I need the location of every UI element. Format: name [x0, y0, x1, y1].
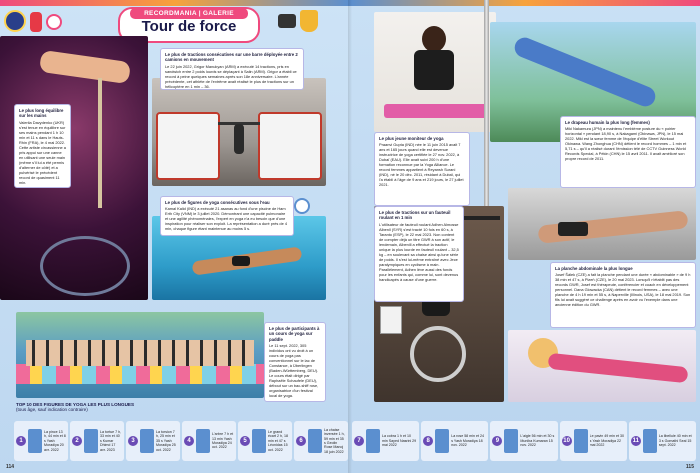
item-number: 7 — [354, 436, 364, 446]
caption-plank — [550, 262, 696, 328]
pose-icon — [574, 429, 588, 453]
plank-woman — [548, 353, 689, 384]
strip-title-text: TOP 10 DES FIGURES DE YOGA LES PLUS LONGUES — [16, 402, 135, 407]
item-number: 1 — [16, 436, 26, 446]
clock-icon — [294, 198, 310, 214]
truck-right — [258, 112, 322, 180]
item-text: Le grand écart 2 h, 18 min et 47 s Léonidas 15 oct. 2022 — [268, 429, 288, 452]
yoga-strip-left — [14, 421, 348, 461]
caption-paddle-yoga — [264, 322, 326, 402]
section-label: RECORDMANIA | GALERIE — [130, 8, 248, 19]
photo-young-yoga — [374, 12, 496, 132]
item-text: La libellule 40 min et 3 s Gomathi Seal 15 sept. 2022 — [658, 434, 692, 448]
pose-icon — [140, 429, 154, 453]
camera-icon — [278, 14, 296, 28]
caption-title: Le plus de figures de yoga consécutives sous l'eau — [165, 200, 270, 205]
girl-body — [414, 50, 454, 90]
item-number: 8 — [423, 436, 433, 446]
caption-body: Le 11 sept. 2022, 305 individus ont vu droit à un cours de yoga pas conventionnel sur le lac de Constance, à Überlingen (Baden-Württemberg, DEU). Le cours était dirigé par Raphaële Schaufele (DEU), débout sur un bac-shiff rose, organisatrice d'un festival local de yoga. — [269, 342, 319, 398]
caption-trucks — [160, 48, 304, 90]
item-number: 3 — [128, 436, 138, 446]
strip-title — [16, 402, 256, 412]
item-number: 6 — [296, 436, 306, 446]
pedestal — [40, 236, 130, 296]
bottle-icon — [30, 12, 42, 32]
acrobat-figure — [39, 50, 131, 84]
caption-title: Le plus jeune moniteur de yoga — [379, 136, 444, 141]
right-page — [350, 0, 700, 473]
list-item — [182, 421, 236, 461]
top-ribbon-left — [0, 0, 350, 6]
gwr-medal-icon — [4, 10, 26, 32]
item-text: La torsion 7 h, 25 min et 35 s Yash Moradiya 25 oct. 2022 — [156, 429, 176, 452]
athlete — [234, 124, 244, 154]
item-text: L'aigle 56 min et 30 s Muniba Kumaran 15 nov. 2022 — [520, 434, 555, 448]
list-item — [14, 421, 68, 461]
item-number: 11 — [632, 438, 639, 444]
trophy-icon — [300, 10, 318, 32]
pose-icon — [28, 429, 42, 453]
list-item — [238, 421, 292, 461]
photo-paddle-yoga — [16, 312, 264, 398]
caption-title: Le plus long équilibre sur les mains — [19, 108, 64, 119]
item-number: 10 — [563, 438, 570, 444]
list-item — [126, 421, 180, 461]
caption-underwater-yoga — [160, 196, 294, 236]
swim-trunks — [232, 256, 250, 266]
photo-plank-man — [508, 188, 696, 260]
item-number: 9 — [492, 436, 502, 446]
page-title: Tour de force — [141, 18, 237, 35]
caption-body: Le 22 juin 2022, Grigor Manukyan (ARM) a exécuté 14 tractions, pris en sandwich entre 2 poids lourds se déplaçant à Salin (ARM). Grigor a établi ce record à peine quelques semaines après son 18e anniversaire. L'année précédente, cet athlète de l'extrême avait réalisé le plus de tractions sur un hélicoptère en 1 min – 36. — [165, 63, 297, 89]
item-number: 5 — [240, 436, 250, 446]
list-item — [421, 421, 488, 461]
item-text: La rose 58 min et 24 s Yash Moradiya 18 nov. 2022 — [451, 434, 484, 448]
list-item — [294, 421, 348, 461]
truck-left — [156, 112, 220, 180]
list-item — [352, 421, 419, 461]
page-gutter — [348, 0, 352, 473]
pose-icon — [308, 429, 322, 453]
item-text: La cobra 1 h et 10 min Sayed Nasrini 29 mai 2022 — [382, 434, 417, 448]
pose-icon — [504, 429, 518, 453]
caption-human-flag — [560, 116, 696, 188]
wheelchair — [410, 326, 466, 382]
item-text: La chaise inversée 1 h, 59 min et 35 s Geolin Rose Manoj 18 juin 2022 — [324, 427, 345, 454]
caption-title: La planche abdominale la plus longue — [555, 266, 633, 271]
photo-plank-woman — [508, 330, 696, 402]
top-ribbon-right — [350, 0, 700, 6]
caption-wheelchair — [374, 206, 464, 302]
strip-subtitle-text: (tous âge, sauf indication contraire) — [16, 407, 88, 412]
pose-icon — [196, 429, 210, 453]
list-item — [490, 421, 557, 461]
caption-hand-balance — [14, 104, 71, 188]
item-number: 2 — [72, 436, 82, 446]
record-certificate — [380, 306, 402, 334]
flag-athlete — [512, 35, 659, 110]
caption-title: Le plus de participants à un cours de yoga sur paddle — [269, 326, 320, 342]
caption-title: Le plus de tractions consécutives sur une barre déployée entre 2 camions en mouvement — [165, 52, 298, 63]
boards-row — [16, 364, 264, 384]
caption-body: Praanvi Gupta (IND) née le 11 juin 2015 avait 7 ans et 165 jours quand elle est devenue instructrice de yoga certifiée le 27 nov. 2022, à Dubaï (EAU). Elle avait suivi 200 h d'une formation reconnue par la Yoga Alliance. Le record femmes appartient à Reyansh Surani (IND), né le 20 déc. 2011, résidant à Dubaï, qui l'a établi à l'âge de 9 ans et 219 jours, le 27 juillet 2021. — [379, 142, 464, 188]
caption-body: Kamal Kalid (IND) a exécuté 21 asanas au fond d'une piscine de Ham Erth City (VNM) le 3 juillet 2020. Démontrant une capacité pulmonaire et une agilité phénoménales, l'expert en yoga n'a eu besoin que d'une inspiration pour réaliser son exploit. La représentation a duré près de 4 min, chaque figure étant maintenue au moins 5 s. — [165, 206, 287, 232]
caption-title: Le drapeau humain la plus long (femmes) — [565, 120, 650, 125]
pose-icon — [252, 429, 266, 453]
crowd — [26, 340, 254, 366]
pose-icon — [366, 429, 380, 453]
page-number-right: 115 — [685, 464, 694, 470]
yoga-mat — [384, 104, 488, 118]
caption-body: L'utilisateur de fauteuil roulant Adhen Almosse Albenll (SYR) s'est tracté 10 fois en 60 s, à Taranto (ESP), le 22 mai 2023. Non content de compter déjà un titre GWR à son actif, le lendemain, Albenill a effectué la traction unique la plus lourde en fauteuil roulant – 32,5 kg – en soulevant sa chaise ainsi qu'une série de poids. Il s'est lui-même entraîné avec Jece paralympiques en cyclisme à main. Parallèlement, Adhen lève aussi des fonds pour les enfants qui, comme lui, sont devenus handicapés à cause d'une guerre. — [379, 221, 459, 282]
item-text: La pince 13 h, 44 min et 8 s Yash Moradiya 20 avr. 2022 — [44, 429, 66, 452]
caption-body: Valeriia Davydenko (UKR) s'est tenue en équilibre sur ses mains pendant 1 h 10 min et 11 s dans le Hauts-Rhin (FRA), le 4 mai 2022. Cette artiste circassienne a pris appui sur une canne en utilisant une seule main (même s'il lui a été permis d'alterner de côté) et a pulvérisé le précédent record de quasiment 11 min. — [19, 119, 66, 185]
item-text: Le pavin 49 min et 30 s Yash Moradiya 22 mai 2022 — [589, 434, 624, 448]
shorts — [558, 222, 588, 236]
caption-body: Miki Nakamura (JPN) a maintenu l'emblème posture du « poirier horizontal » pendant 18,90 s, à Nakagami (Okinawa, JPN), le 15 mai 2022. Miki est la sœur femme de l'équipe d'élite Street Workout Okinawa. Wang Zhonghua (CHN) détient le record hommes – 1 min et 5,71 s – qu'il a réalisé durant l'émission télé de CCTV Guinness World Records Special, à Pékin (CHN) le 15 avril 2011. Il avait amélioré son propre record de 2011. — [565, 126, 687, 162]
list-item — [70, 421, 124, 461]
yoga-strip-right — [352, 421, 696, 461]
list-item — [560, 421, 627, 461]
item-text: L'arbre 7 h et 13 min Yash Moradiya 24 oct. 2022 — [212, 432, 234, 450]
caption-body: Josef Šálek (CZE) a fait la planche pendant une durée « abdominable » de 9 h 38 min et 47 s, à Plzeň (CZE), le 20 mai 2023. Lorsqu'il n'établit pas des records GWR, Josef est thérapeute, conférencier et coach en développement personnel. Dana Glowacka (CAN) détient le record femmes – avec une planche de 4 h 19 min et 55 s, à Naperville (Illinois, USA), le 18 mai 2019. Son fils lui avait suggéré ce challenge après en avoir vu l'exemple dans une ancienne édition du GWR. — [555, 272, 691, 308]
page-number-left: 114 — [6, 464, 15, 470]
balance-cane — [98, 78, 102, 208]
photo-trucks — [152, 78, 326, 186]
caption-title: Le plus de tractions sur un fauteuil roulant en 1 min — [379, 210, 451, 221]
item-number: 4 — [184, 436, 194, 446]
girl-head — [422, 26, 446, 52]
pose-icon — [84, 429, 98, 453]
list-item — [629, 421, 696, 461]
item-text: La tortue 7 h, 33 min et 40 s Kumar Dhimd 17 avr. 2023 — [100, 429, 122, 452]
pose-icon — [435, 429, 449, 453]
clock-icon — [46, 14, 62, 30]
pose-icon — [643, 429, 657, 453]
caption-young-yoga — [374, 132, 470, 206]
